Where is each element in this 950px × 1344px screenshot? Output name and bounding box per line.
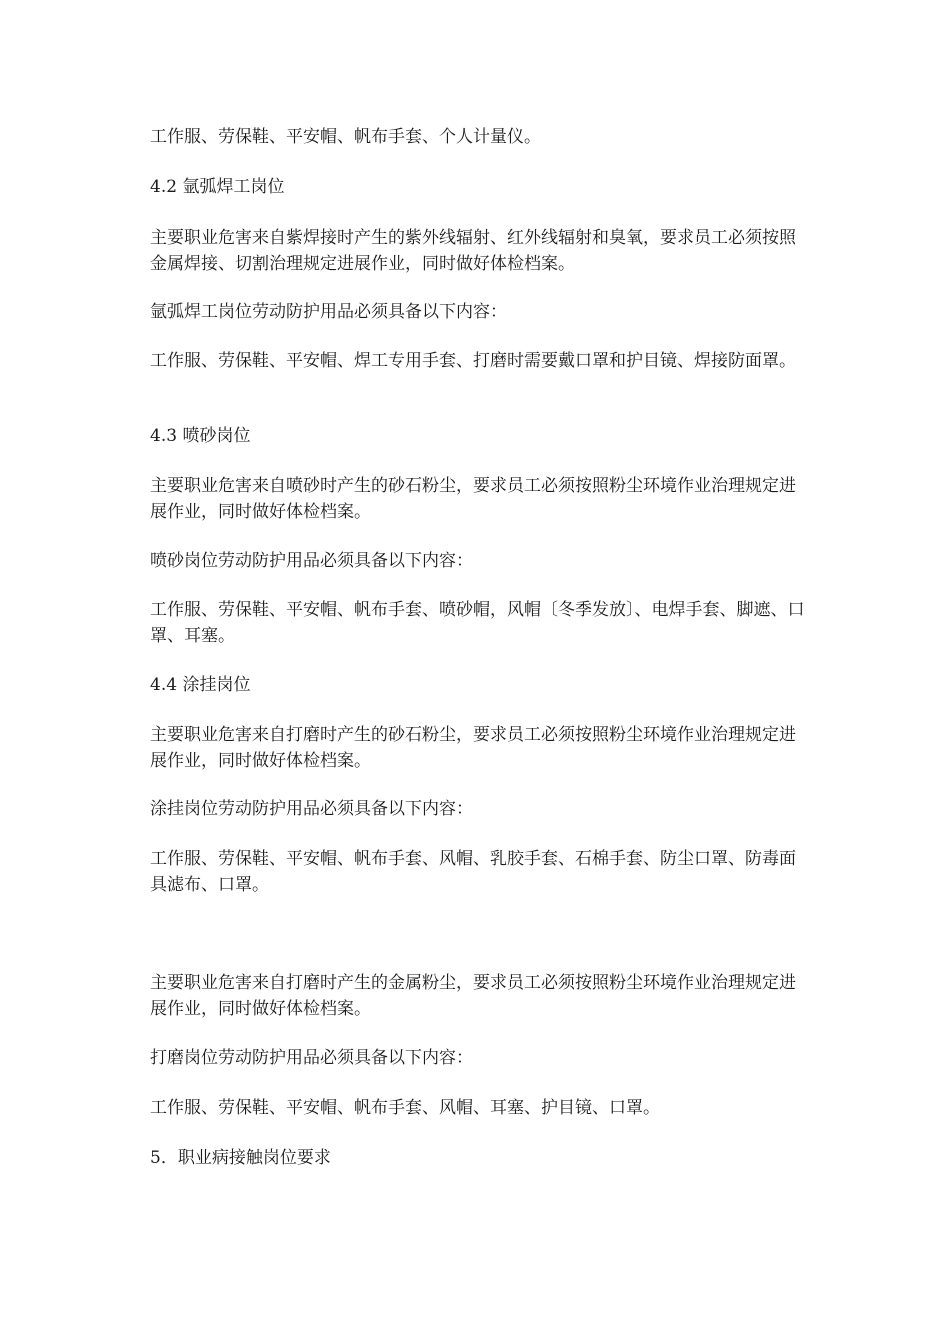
ppe-intro-paragraph: 打磨岗位劳动防护用品必须具备以下内容： <box>150 1048 473 1068</box>
ppe-intro-paragraph: 涂挂岗位劳动防护用品必须具备以下内容： <box>150 799 473 819</box>
ppe-intro-paragraph: 氩弧焊工岗位劳动防护用品必须具备以下内容： <box>150 302 507 322</box>
ppe-list-paragraph: 工作服、劳保鞋、平安帽、焊工专用手套、打磨时需要戴口罩和护目镜、焊接防面罩。 <box>150 351 796 371</box>
ppe-intro-paragraph: 喷砂岗位劳动防护用品必须具备以下内容： <box>150 551 473 571</box>
hazard-paragraph: 主要职业危害来自紫焊接时产生的紫外线辐射、红外线辐射和臭氧，要求员工必须按照金属焊接、切割治理规定进展作业，同时做好体检档案。 <box>150 228 796 274</box>
section-heading-4-4: 4.4 涂挂岗位 <box>150 675 251 695</box>
hazard-paragraph: 主要职业危害来自打磨时产生的金属粉尘，要求员工必须按照粉尘环境作业治理规定进展作业，同时做好体检档案。 <box>150 973 796 1019</box>
ppe-list-paragraph: 工作服、劳保鞋、平安帽、帆布手套、喷砂帽，风帽〔冬季发放〕、电焊手套、脚遮、口罩、耳塞。 <box>150 600 805 646</box>
section-heading-5: 5．职业病接触岗位要求 <box>150 1148 331 1168</box>
hazard-paragraph: 主要职业危害来自喷砂时产生的砂石粉尘，要求员工必须按照粉尘环境作业治理规定进展作业，同时做好体检档案。 <box>150 476 796 522</box>
ppe-list-paragraph: 工作服、劳保鞋、平安帽、帆布手套、风帽、耳塞、护目镜、口罩。 <box>150 1098 660 1118</box>
section-heading-4-3: 4.3 喷砂岗位 <box>150 426 251 446</box>
ppe-list-paragraph: 工作服、劳保鞋、平安帽、帆布手套、个人计量仪。 <box>150 127 541 147</box>
section-heading-4-2: 4.2 氩弧焊工岗位 <box>150 177 285 197</box>
ppe-list-paragraph: 工作服、劳保鞋、平安帽、帆布手套、风帽、乳胶手套、石棉手套、防尘口罩、防毒面具滤布、口罩。 <box>150 849 796 895</box>
hazard-paragraph: 主要职业危害来自打磨时产生的砂石粉尘，要求员工必须按照粉尘环境作业治理规定进展作业，同时做好体检档案。 <box>150 725 796 771</box>
